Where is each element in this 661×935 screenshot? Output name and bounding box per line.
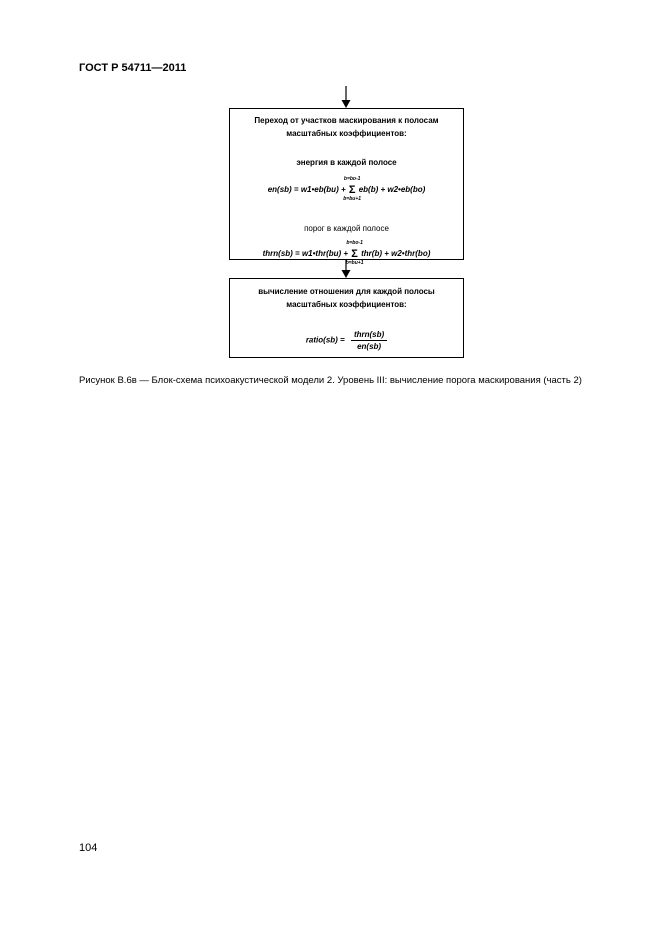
energy-formula: [267, 176, 426, 202]
ratio-formula: [306, 330, 387, 351]
energy-formula-right: eb(b) + w2•eb(bo): [356, 185, 426, 194]
flowchart-box-band-conversion: [229, 108, 464, 266]
ratio-fraction: [351, 330, 387, 351]
energy-label: энергия в каждой полосе: [296, 158, 397, 167]
energy-formula-left: en(sb) = w1•eb(bu) +: [267, 185, 348, 194]
threshold-formula-left: thrn(sb) = w1•thr(bu) +: [262, 249, 351, 258]
page-number: 104: [79, 842, 98, 854]
standard-header: ГОСТ Р 54711—2011: [79, 62, 187, 74]
energy-sum-upper-limit: b=bo-1: [343, 176, 361, 182]
box1-title-line1: Переход от участков маскирования к полосам: [254, 116, 439, 125]
energy-sum-symbol: [343, 176, 362, 202]
threshold-label: порог в каждой полосе: [304, 224, 389, 233]
threshold-sum-upper-limit: b=bo-1: [346, 240, 363, 246]
threshold-sum-lower-limit: b=bu+1: [345, 260, 364, 266]
energy-sum-lower-limit: b=bu+1: [343, 196, 362, 202]
box1-title-line2: масштабных коэффициентов:: [286, 129, 407, 138]
sigma-glyph: Σ: [348, 184, 356, 196]
box2-title-line2: масштабных коэффициентов:: [286, 300, 407, 309]
figure-caption: Рисунок В.6в — Блок-схема психоакустической модели 2. Уровень III: вычисление порога маскирования (часть 2): [79, 375, 582, 386]
box2-title-line1: вычисление отношения для каждой полосы: [258, 287, 435, 296]
threshold-formula: [262, 240, 431, 266]
sigma-glyph: Σ: [351, 248, 358, 260]
threshold-sum-symbol: [345, 240, 364, 266]
ratio-denominator: en(sb): [357, 342, 382, 351]
flowchart-box-ratio: [229, 278, 464, 358]
ratio-formula-left: ratio(sb) =: [305, 335, 345, 345]
threshold-formula-right: thr(b) + w2•thr(bo): [358, 249, 431, 258]
arrow-into-box1: [342, 86, 351, 108]
ratio-numerator: thrn(sb): [351, 330, 387, 341]
